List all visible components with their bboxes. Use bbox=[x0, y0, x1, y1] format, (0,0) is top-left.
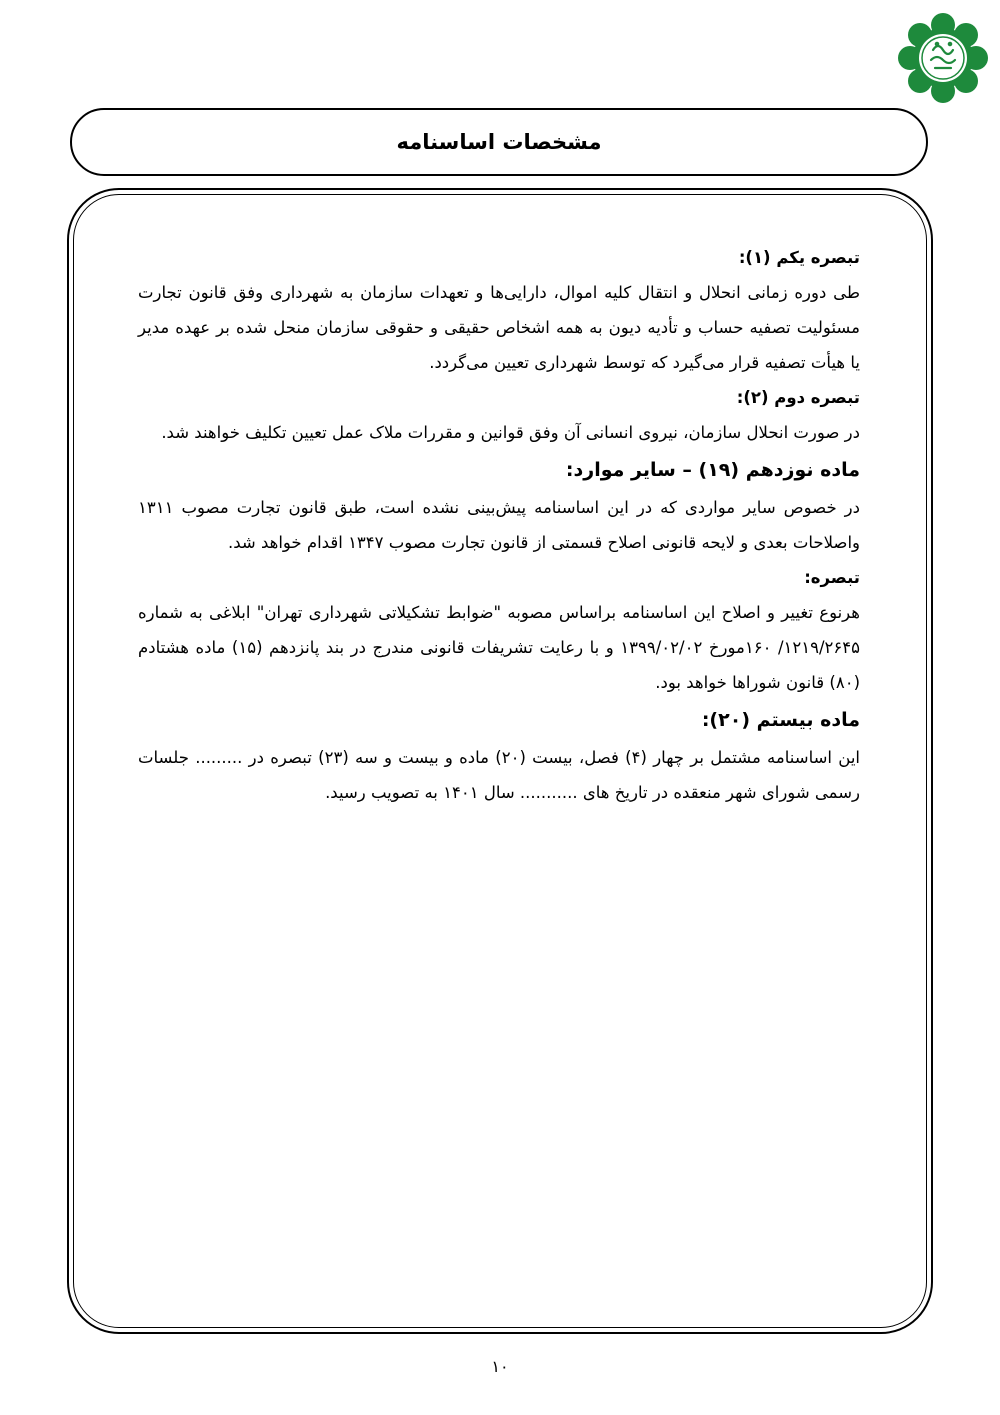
document-body bbox=[138, 240, 860, 810]
tehran-municipality-logo bbox=[895, 10, 991, 106]
note-1-title: تبصره یکم (۱): bbox=[738, 248, 860, 267]
note-3-title: تبصره: bbox=[804, 568, 860, 587]
article-20-body: این اساسنامه مشتمل بر چهار (۴) فصل، بیست (۲۰) ماده و بیست و سه (۲۳) تبصره در ......... جلسات رسمی شورای شهر منعقده در تاریخ های ........... سال ۱۴۰۱ به تصویب رسید. bbox=[138, 748, 860, 802]
note-1-body: طی دوره زمانی انحلال و انتقال کلیه اموال، دارایی‌ها و تعهدات سازمان به شهرداری وفق قانون تجارت مسئولیت تصفیه حساب و تأدیه دیون به همه اشخاص حقیقی و حقوقی سازمان منحل شده بر عهده مدیر یا هیأت تصفیه قرار می‌گیرد که توسط شهرداری تعیین می‌گردد. bbox=[138, 283, 860, 372]
article-19-body: در خصوص سایر مواردی که در این اساسنامه پیش‌بینی نشده است، طبق قانون تجارت مصوب ۱۳۱۱ واصلاحات بعدی و لایحه قانونی اصلاح قسمتی از قانون تجارت مصوب ۱۳۴۷ اقدام خواهد شد. bbox=[138, 498, 860, 552]
article-20-title: ماده بیستم (۲۰): bbox=[701, 709, 860, 731]
article-19-title: ماده نوزدهم (۱۹) – سایر موارد: bbox=[565, 459, 860, 481]
page-title: مشخصات اساسنامه bbox=[396, 130, 602, 154]
note-2-body: در صورت انحلال سازمان، نیروی انسانی آن وفق قوانین و مقررات ملاک عمل تعیین تکلیف خواهند شد. bbox=[161, 423, 860, 442]
header-banner bbox=[70, 108, 928, 176]
note-2-title: تبصره دوم (۲): bbox=[736, 388, 860, 407]
note-3-body: هرنوع تغییر و اصلاح این اساسنامه براساس مصوبه "ضوابط تشکیلاتی شهرداری تهران" ابلاغی به شماره ۱۲۱۹/۲۶۴۵/ ۱۶۰مورخ ۱۳۹۹/۰۲/۰۲ و با رعایت تشریفات قانونی مندرج در بند پانزدهم (۱۵) ماده هشتادم (۸۰) قانون شوراها خواهد بود. bbox=[138, 603, 860, 692]
logo-emblem-icon bbox=[895, 10, 991, 106]
page-number: ۱۰ bbox=[491, 1357, 509, 1376]
